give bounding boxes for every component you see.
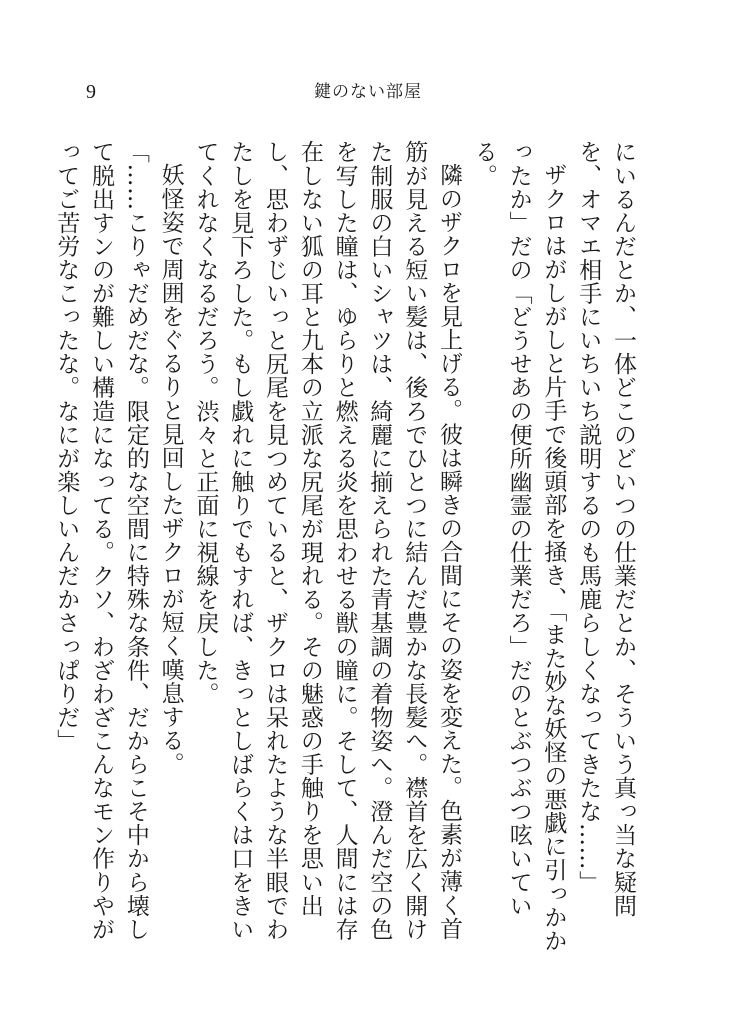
paragraph-3: 隣のザクロを見上げる。彼は瞬きの合間にその姿を変えた。色素が薄く首筋が見える短い髪は、後ろでひとつに結んだ豊かな長髪へ。襟首を広く開けた制服の白いシャツは、綺麗に揃えられた青基調の着物姿へ。澄んだ空の色を写した瞳は、ゆらりと燃える炎を思わせる獣の瞳に。そして、人間には存在しない狐の耳と九本の立派な尻尾が現れる。その魅惑の手触りを思い出し、思わずじいっと尻尾を見つめていると、ザクロは呆れたような半眼でわたしを見下ろした。もし戯れに触りでもすれば、きっとしばらくは口をきいてくれなくなるだろう。渋々と正面に視線を戻した。: [192, 140, 463, 941]
paragraph-1: にいるんだとか、一体どこのどいつの仕業だとか、そういう真っ当な疑問を、オマエ相手にいちいち説明するのも馬鹿らしくなってきたな……」: [575, 140, 636, 918]
paragraph-4: 妖怪姿で周囲をぐるりと見回したザクロが短く嘆息する。: [157, 163, 184, 776]
novel-body-text: [53, 140, 640, 960]
paragraph-2: ザクロはがしがしと片手で後頭部を掻き、「また妙な妖怪の悪戯に引っかかったか」だの「どうせあの便所幽霊の仕業だろ」だのとぶつぶつ呟いている。: [470, 140, 567, 953]
paragraph-5-dialogue: 「……こりゃだめだな。限定的な空間に特殊な条件、だからこそ中から壊して脱出すンのが難しい構造になってる。クソ、わざわざこんなモン作りやがってご苦労なこったな。なにが楽しいんだかさっぱりだ」: [53, 140, 149, 941]
page-number: 9: [86, 81, 96, 103]
running-title: 鍵のない部屋: [314, 82, 422, 102]
